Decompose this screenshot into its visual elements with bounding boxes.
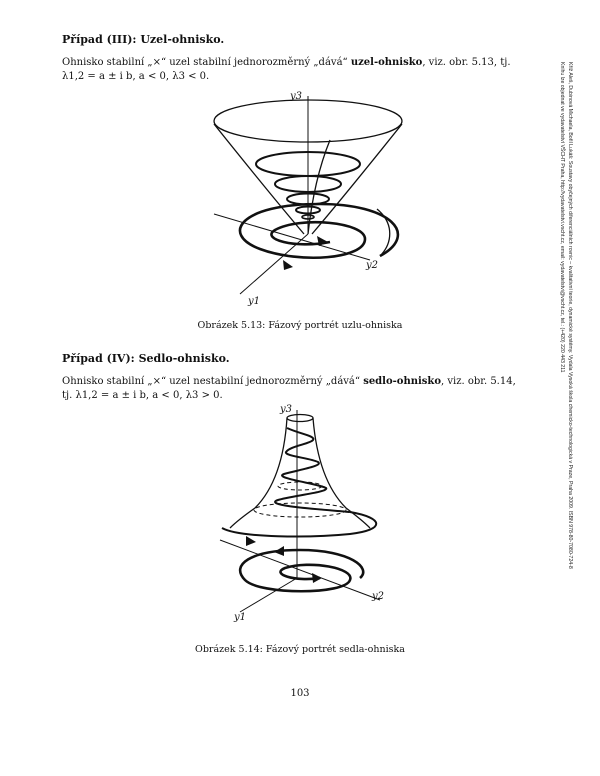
paragraph-iii-term: uzel-ohnisko: [350, 57, 423, 68]
figure-5-14: [200, 400, 400, 628]
copyright-sidebar: [548, 62, 574, 752]
page-number: 103: [290, 688, 310, 699]
paragraph-iv-text-a: Ohnisko stabilní „×“ uzel nestabilní jednorozměrný „dává“: [62, 376, 364, 387]
fig1-axis-y2: y2: [366, 260, 379, 271]
fig1-axis-y3: y3: [290, 91, 303, 102]
paragraph-iv-term: sedlo-ohnisko: [363, 376, 442, 387]
figure-5-13-caption: Obrázek 5.13: Fázový portrét uzlu-ohniska: [197, 320, 403, 331]
copyright-line-2: Knihu lze objednat ve vydavatelství VŠCHT Praha, http://vydavatelstvi.vscht.cz, email: vydavatelstvi@vscht.cz, tel.: (+420) 220 443 211: [559, 62, 565, 373]
paragraph-iii: [62, 56, 530, 84]
section-heading-iv: Případ (IV): Sedlo-ohnisko.: [62, 352, 230, 365]
fig2-axis-y2: y2: [372, 591, 385, 602]
paragraph-iii-eigen: λ1,2 = a ± i b, a < 0, λ3 < 0.: [62, 71, 210, 82]
paragraph-iii-text-c: , viz. obr. 5.13, tj.: [422, 57, 511, 68]
paragraph-iv-text-c: , viz. obr. 5.14,: [441, 376, 516, 387]
paragraph-iii-text-a: Ohnisko stabilní „×“ uzel stabilní jednorozměrný „dává“: [62, 57, 351, 68]
paragraph-iv-eigen: tj. λ1,2 = a ± i b, a < 0, λ3 > 0.: [62, 390, 223, 401]
figure-5-13: [180, 84, 430, 312]
figure-5-14-caption: Obrázek 5.14: Fázový portrét sedla-ohniska: [195, 644, 405, 655]
fig2-axis-y3: y3: [280, 404, 293, 415]
copyright-line-1: Kříž Aleš, Dubinová Michaela, Bořil Lukáš: Soustavy obyčejných diferenciálních rovnic – kvalitativní teorie, dynamické systémy. Vydala Vysoká škola chemicko-technologická v Praze, Praha 2009. ISBN 978-80-7080-724-8: [567, 62, 573, 569]
paragraph-iv: [62, 375, 530, 403]
fig1-axis-y1: y1: [248, 296, 261, 307]
fig2-axis-y1: y1: [234, 612, 247, 623]
section-heading-iii: Případ (III): Uzel-ohnisko.: [62, 33, 225, 46]
